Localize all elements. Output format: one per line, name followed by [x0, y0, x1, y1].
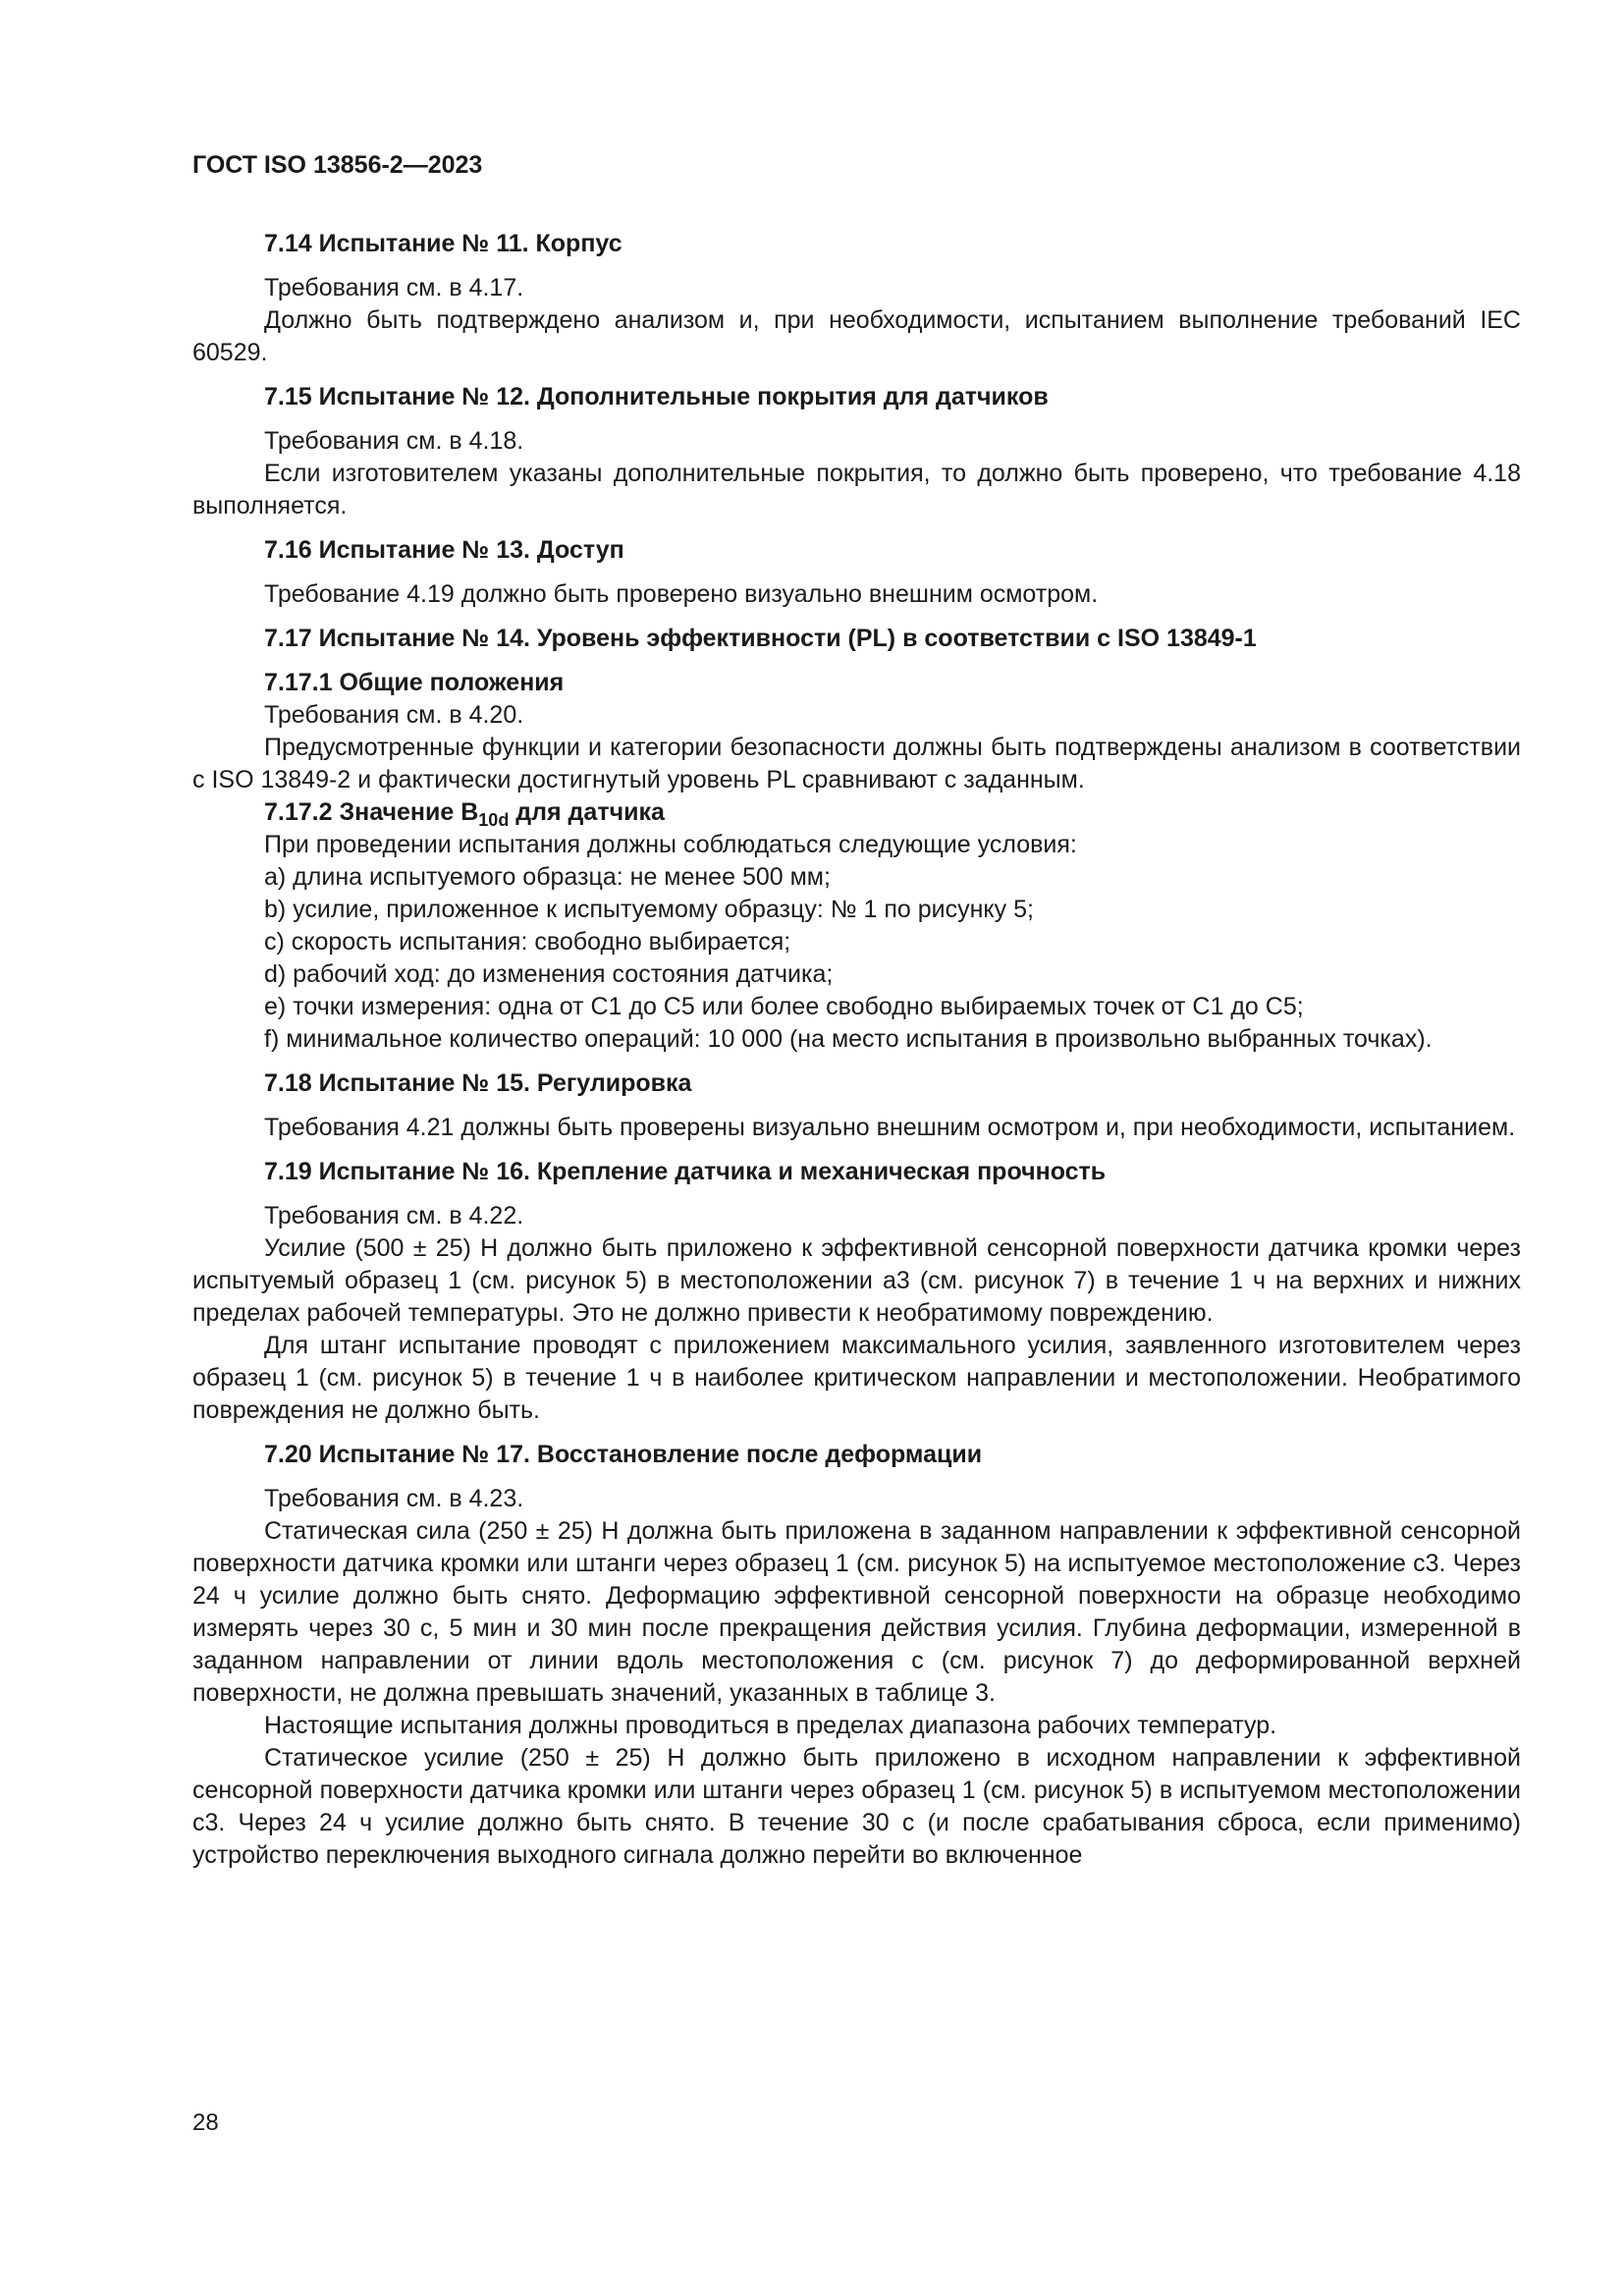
section-heading-7-18: 7.18 Испытание № 15. Регулировка: [264, 1069, 692, 1097]
list-item: b) усилие, приложенное к испытуемому образцу: № 1 по рисунку 5;: [264, 896, 1034, 923]
paragraph: Статическое усилие (250 ± 25) Н должно быть приложено в исходном направлении к эффективной сенсорной поверхности датчика кромки или штанги через образец 1 (см. рисунок 5) в испытуемом местоположении c3. Через 24 ч усилие должно быть снято. В течение 30 с (и после срабатывания сброса, если применимо) устройство переключения выходного сигнала должно перейти во включенное: [192, 1744, 1521, 1869]
section-heading-7-16: 7.16 Испытание № 13. Доступ: [264, 536, 624, 564]
list-item: c) скорость испытания: свободно выбирается;: [264, 928, 791, 956]
heading-subscript: 10d: [478, 810, 510, 830]
section-heading-7-17: 7.17 Испытание № 14. Уровень эффективности (PL) в соответствии с ISO 13849-1: [264, 625, 1257, 652]
paragraph: Настоящие испытания должны проводиться в пределах диапазона рабочих температур.: [264, 1712, 1277, 1739]
paragraph: Должно быть подтверждено анализом и, при необходимости, испытанием выполнение требований IEC 60529.: [192, 306, 1521, 366]
paragraph: Требования см. в 4.20.: [264, 701, 524, 729]
subsection-heading-7-17-1: 7.17.1 Общие положения: [264, 669, 565, 696]
list-item: d) рабочий ход: до изменения состояния датчика;: [264, 960, 834, 988]
paragraph: Для штанг испытание проводят с приложением максимального усилия, заявленного изготовителем через образец 1 (см. рисунок 5) в течение 1 ч в наиболее критическом направлении и местоположении. Необратимого повреждения не должно быть.: [192, 1332, 1521, 1424]
document-header: ГОСТ ISO 13856-2—2023: [192, 151, 483, 179]
paragraph: Требования см. в 4.17.: [264, 274, 524, 301]
paragraph: Требование 4.19 должно быть проверено визуально внешним осмотром.: [264, 580, 1099, 608]
paragraph: Если изготовителем указаны дополнительные покрытия, то должно быть проверено, что требование 4.18 выполняется.: [192, 460, 1521, 519]
page-number: 28: [192, 2109, 219, 2136]
paragraph: Требования см. в 4.23.: [264, 1485, 524, 1512]
list-item: f) минимальное количество операций: 10 000 (на место испытания в произвольно выбранных точках).: [264, 1025, 1433, 1053]
paragraph: Требования см. в 4.22.: [264, 1202, 524, 1230]
list-item: e) точки измерения: одна от C1 до C5 или более свободно выбираемых точек от C1 до C5;: [264, 993, 1304, 1020]
paragraph: Требования см. в 4.18.: [264, 427, 524, 455]
section-heading-7-20: 7.20 Испытание № 17. Восстановление после деформации: [264, 1441, 983, 1468]
section-heading-7-14: 7.14 Испытание № 11. Корпус: [264, 230, 622, 257]
section-heading-7-19: 7.19 Испытание № 16. Крепление датчика и механическая прочность: [264, 1158, 1107, 1185]
document-body: [192, 228, 1521, 1872]
list-item: a) длина испытуемого образца: не менее 500 мм;: [264, 863, 831, 891]
paragraph: Требования 4.21 должны быть проверены визуально внешним осмотром и, при необходимости, испытанием.: [264, 1114, 1516, 1141]
section-heading-7-15: 7.15 Испытание № 12. Дополнительные покрытия для датчиков: [264, 383, 1049, 410]
subsection-heading-7-17-2: [192, 796, 1521, 829]
paragraph: При проведении испытания должны соблюдаться следующие условия:: [264, 831, 1077, 858]
paragraph: Предусмотренные функции и категории безопасности должны быть подтверждены анализом в соответствии с ISO 13849-2 и фактически достигнутый уровень PL сравнивают с заданным.: [192, 734, 1521, 793]
heading-text: 7.17.2 Значение B: [264, 798, 479, 826]
paragraph: Усилие (500 ± 25) Н должно быть приложено к эффективной сенсорной поверхности датчика кромки через испытуемый образец 1 (см. рисунок 5) в местоположении a3 (см. рисунок 7) в течение 1 ч на верхних и нижних пределах рабочей температуры. Это не должно привести к необратимому повреждению.: [192, 1234, 1521, 1327]
heading-text: для датчика: [509, 798, 665, 826]
paragraph: Статическая сила (250 ± 25) Н должна быть приложена в заданном направлении к эффективной сенсорной поверхности датчика кромки или штанги через образец 1 (см. рисунок 5) на испытуемое местоположение c3. Через 24 ч усилие должно быть снято. Деформацию эффективной сенсорной поверхности на образце необходимо измерять через 30 с, 5 мин и 30 мин после прекращения действия усилия. Глубина деформации, измеренной в заданном направлении от линии вдоль местоположения c (см. рисунок 7) до деформированной верхней поверхности, не должна превышать значений, указанных в таблице 3.: [192, 1517, 1521, 1707]
